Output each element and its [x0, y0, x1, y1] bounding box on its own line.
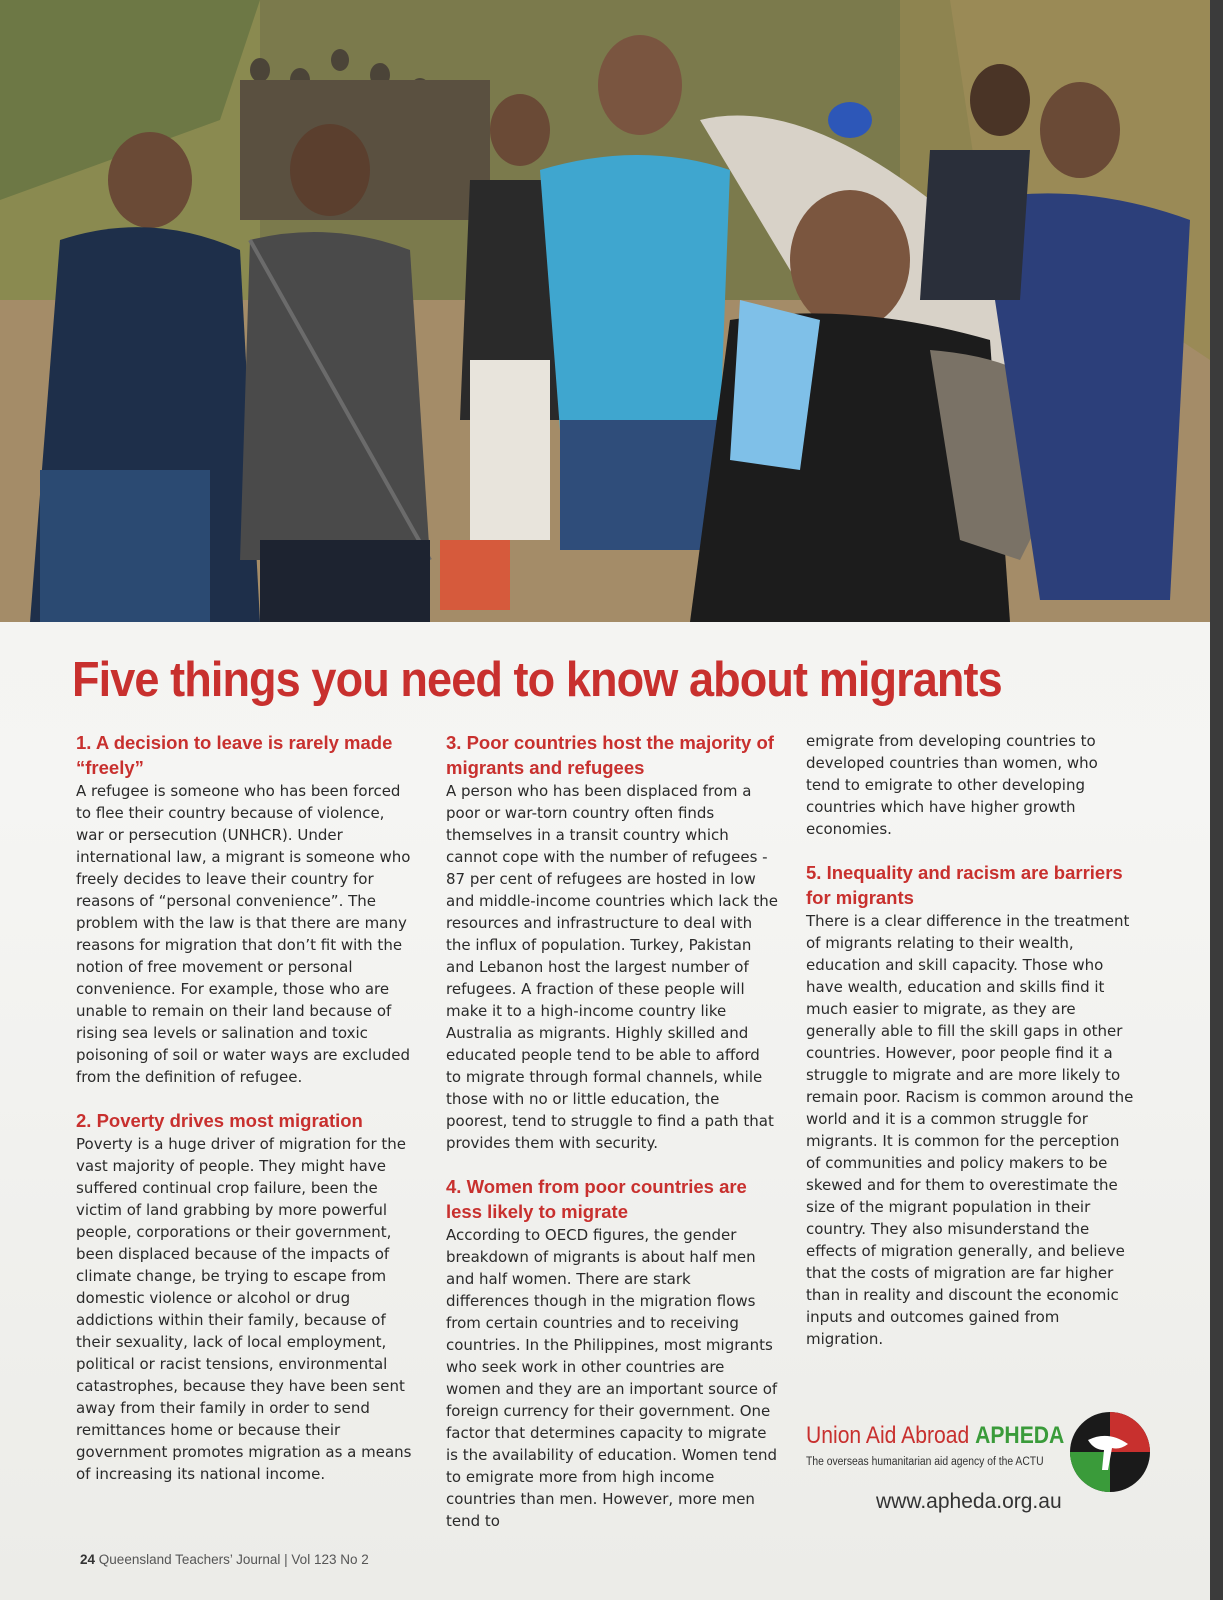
column-1 [76, 730, 416, 1485]
migrants-walking-photo [0, 0, 1210, 622]
section-2-body: Poverty is a huge driver of migration for the vast majority of people. They might have suffered continual crop failure, been the victim of land grabbing by more powerful people, corporations or their government, been displaced because of the impacts of climate change, be trying to escape from domestic violence or alcohol or drug addictions within their family, because of their sexuality, lack of local employment, political or racist tensions, environmental catastrophes, because they have been sent away from their family in order to send remittances home or because their government promotes migration as a means of increasing its national income. [76, 1135, 412, 1483]
apheda-logo-icon [1068, 1410, 1152, 1494]
section-4-heading: 4. Women from poor countries are less likely to migrate [446, 1176, 747, 1222]
section-4-continued: emigrate from developing countries to developed countries than women, who tend to emigrate to other developing countries which have higher growth economies. [806, 732, 1098, 838]
column-2 [446, 730, 778, 1532]
section-2-heading: 2. Poverty drives most migration [76, 1110, 363, 1131]
logo-name [806, 1422, 1064, 1450]
page-number: 24 [80, 1552, 96, 1567]
section-1-heading: 1. A decision to leave is rarely made “freely” [76, 732, 393, 778]
website-url[interactable]: www.apheda.org.au [876, 1490, 1062, 1513]
page-title: Five things you need to know about migrants [72, 653, 1002, 707]
photo-illustration [0, 0, 1210, 622]
publication-name: Queensland Teachers’ Journal | Vol 123 No 2 [98, 1552, 369, 1567]
section-5-body: There is a clear difference in the treatment of migrants relating to their wealth, education and skill capacity. Those who have wealth, education and skills find it much easier to migrate, as they are generally able to fill the skill gaps in other countries. However, poor people find it a struggle to migrate and are more likely to remain poor. Racism is common around the world and it is a common struggle for migrants. It is common for the perception of communities and policy makers to be skewed and for them to overestimate the size of the migrant population in their country. They also misunderstand the effects of migration generally, and believe that the costs of migration are far higher than in reality and discount the economic inputs and outcomes gained from migration. [806, 912, 1134, 1348]
section-3-heading: 3. Poor countries host the majority of migrants and refugees [446, 732, 774, 778]
column-3 [806, 730, 1136, 1350]
page-edge-shadow [1210, 0, 1223, 1600]
logo-name-part2: APHEDA [975, 1422, 1065, 1449]
logo-tagline: The overseas humanitarian aid agency of the ACTU [806, 1456, 1044, 1468]
page-footer [80, 1552, 369, 1567]
section-1-body: A refugee is someone who has been forced to flee their country because of violence, war or persecution (UNHCR). Under international law, a migrant is someone who freely decides to leave their country for reasons of “personal convenience”. The problem with the law is that there are many reasons for migration that don’t fit with the notion of free movement or personal convenience. For example, those who are unable to remain on their land because of rising sea levels or salination and toxic poisoning of soil or water ways are excluded from the definition of refugee. [76, 782, 411, 1086]
logo-name-part1: Union Aid Abroad [806, 1422, 970, 1449]
section-3-body: A person who has been displaced from a poor or war-torn country often finds themselves in a transit country which cannot cope with the number of refugees - 87 per cent of refugees are hosted in low and middle-income countries which lack the resources and infrastructure to deal with the influx of population. Turkey, Pakistan and Lebanon host the largest number of refugees. A fraction of these people will make it to a high-income country like Australia as migrants. Highly skilled and educated people tend to be able to afford to migrate through formal channels, while those with no or little education, the poorest, tend to struggle to find a path that provides them with security. [446, 782, 778, 1152]
section-5-heading: 5. Inequality and racism are barriers for migrants [806, 862, 1123, 908]
section-4-body: According to OECD figures, the gender breakdown of migrants is about half men and half women. There are stark differences though in the migration flows from certain countries and to receiving countries. In the Philippines, most migrants who seek work in other countries are women and they are an important source of foreign currency for their government. One factor that determines capacity to migrate is the availability of education. Women tend to emigrate more from high income countries than men. However, more men tend to [446, 1226, 778, 1530]
apheda-logo [806, 1410, 1166, 1500]
